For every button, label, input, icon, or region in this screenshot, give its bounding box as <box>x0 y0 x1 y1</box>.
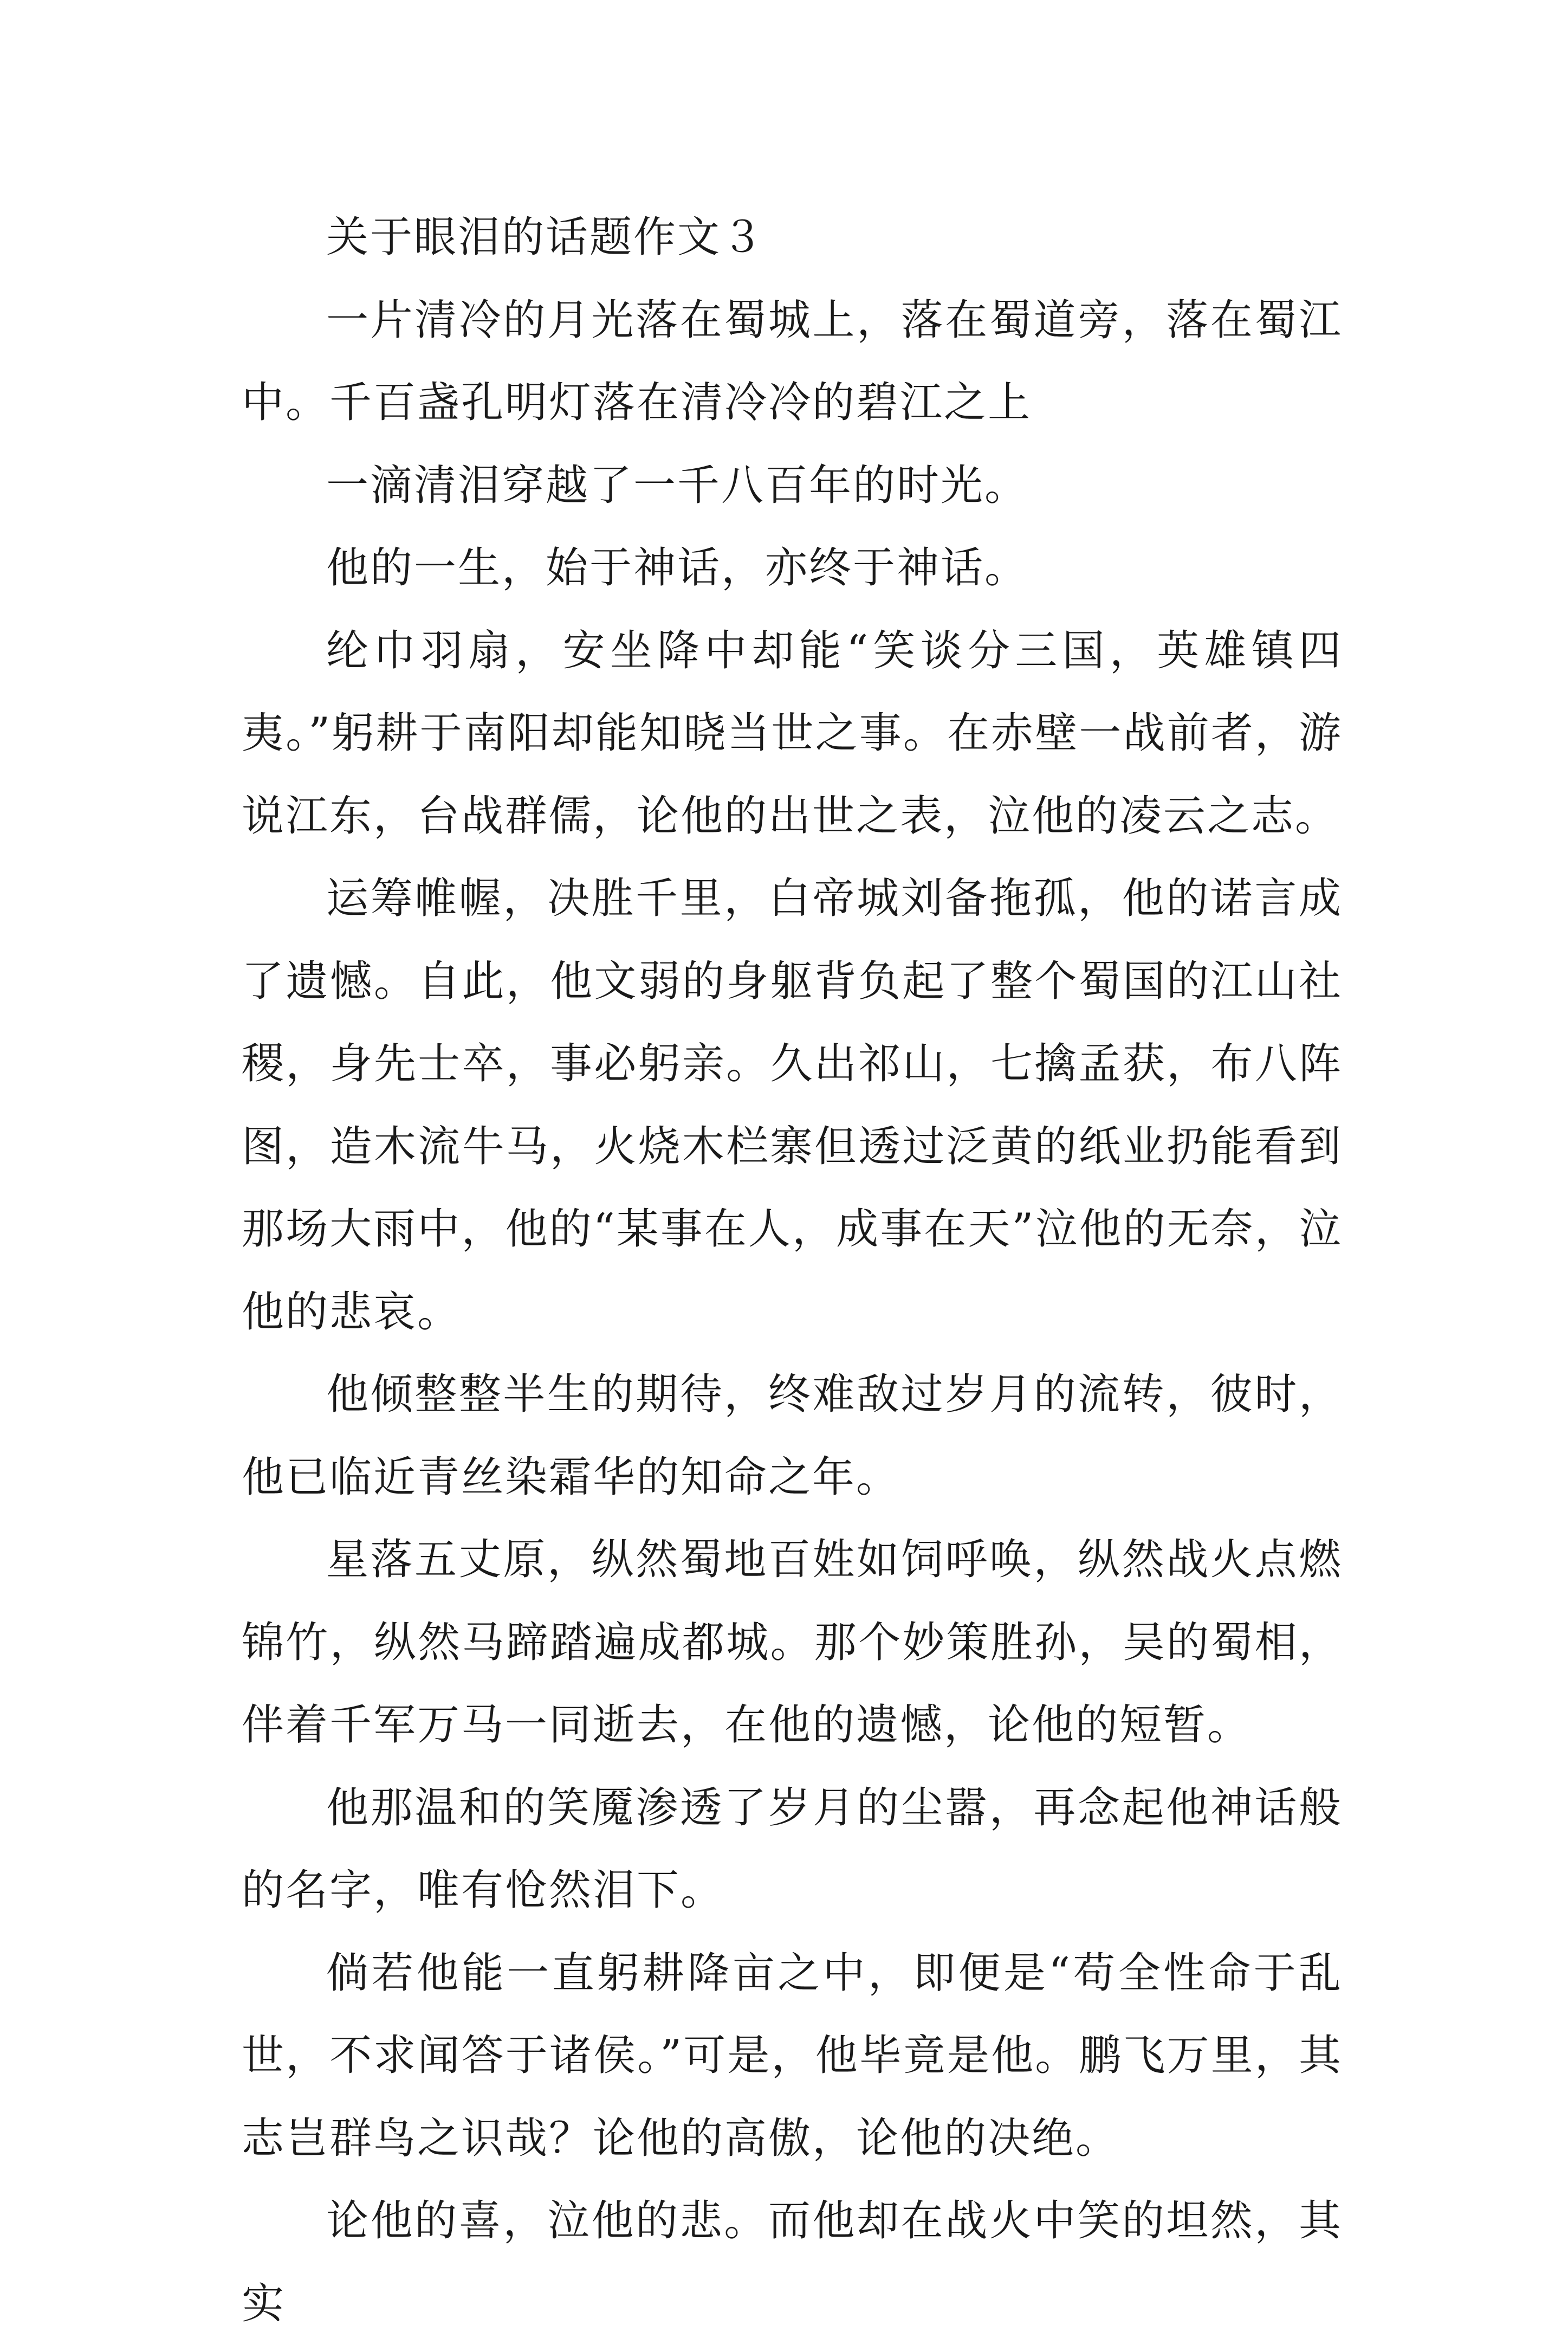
paragraph: 纶巾羽扇，安坐降中却能“笑谈分三国，英雄镇四夷。”躬耕于南阳却能知晓当世之事。在赤壁一战前者，游说江东，台战群儒，论他的出世之表，泣他的凌云之志。 <box>242 626 1343 841</box>
paragraph: 他的一生，始于神话，亦终于神话。 <box>326 544 1029 592</box>
paragraph: 一滴清泪穿越了一千八百年的时光。 <box>326 461 1029 510</box>
paragraph: 他倾整整半生的期待，终难敌过岁月的流转，彼时，他已临近青丝染霜华的知命之年。 <box>242 1370 1343 1502</box>
essay-title: 关于眼泪的话题作文３ <box>326 213 766 262</box>
paragraph: 一片清冷的月光落在蜀城上，落在蜀道旁，落在蜀江中。千百盏孔明灯落在清冷冷的碧江之上 <box>242 295 1343 427</box>
paragraph: 他那温和的笑魇渗透了岁月的尘嚣，再念起他神话般的名字，唯有怆然泪下。 <box>242 1783 1343 1915</box>
essay-body <box>242 196 1343 2345</box>
paragraph: 星落五丈原，纵然蜀地百姓如饲呼唤，纵然战火点燃锦竹，纵然马蹄踏遍成都城。那个妙策胜孙，吴的蜀相，伴着千军万马一同逝去，在他的遗憾，论他的短暂。 <box>242 1535 1343 1749</box>
paragraph: 运筹帷幄，决胜千里，白帝城刘备拖孤，他的诺言成了遗憾。自此，他文弱的身躯背负起了整个蜀国的江山社稷，身先士卒，事必躬亲。久出祁山，七擒孟获，布八阵图，造木流牛马，火烧木栏寨但透过泛黄的纸业扔能看到那场大雨中，他的“某事在人，成事在天”泣他的无奈，泣他的悲哀。 <box>242 874 1343 1336</box>
paragraph: 倘若他能一直躬耕降亩之中，即便是“苟全性命于乱世，不求闻答于诸侯。”可是，他毕竟是他。鹏飞万里，其志岂群鸟之识哉？论他的高傲，论他的决绝。 <box>242 1948 1343 2163</box>
paragraph: 论他的喜，泣他的悲。而他却在战火中笑的坦然，其实 <box>242 2197 1343 2328</box>
